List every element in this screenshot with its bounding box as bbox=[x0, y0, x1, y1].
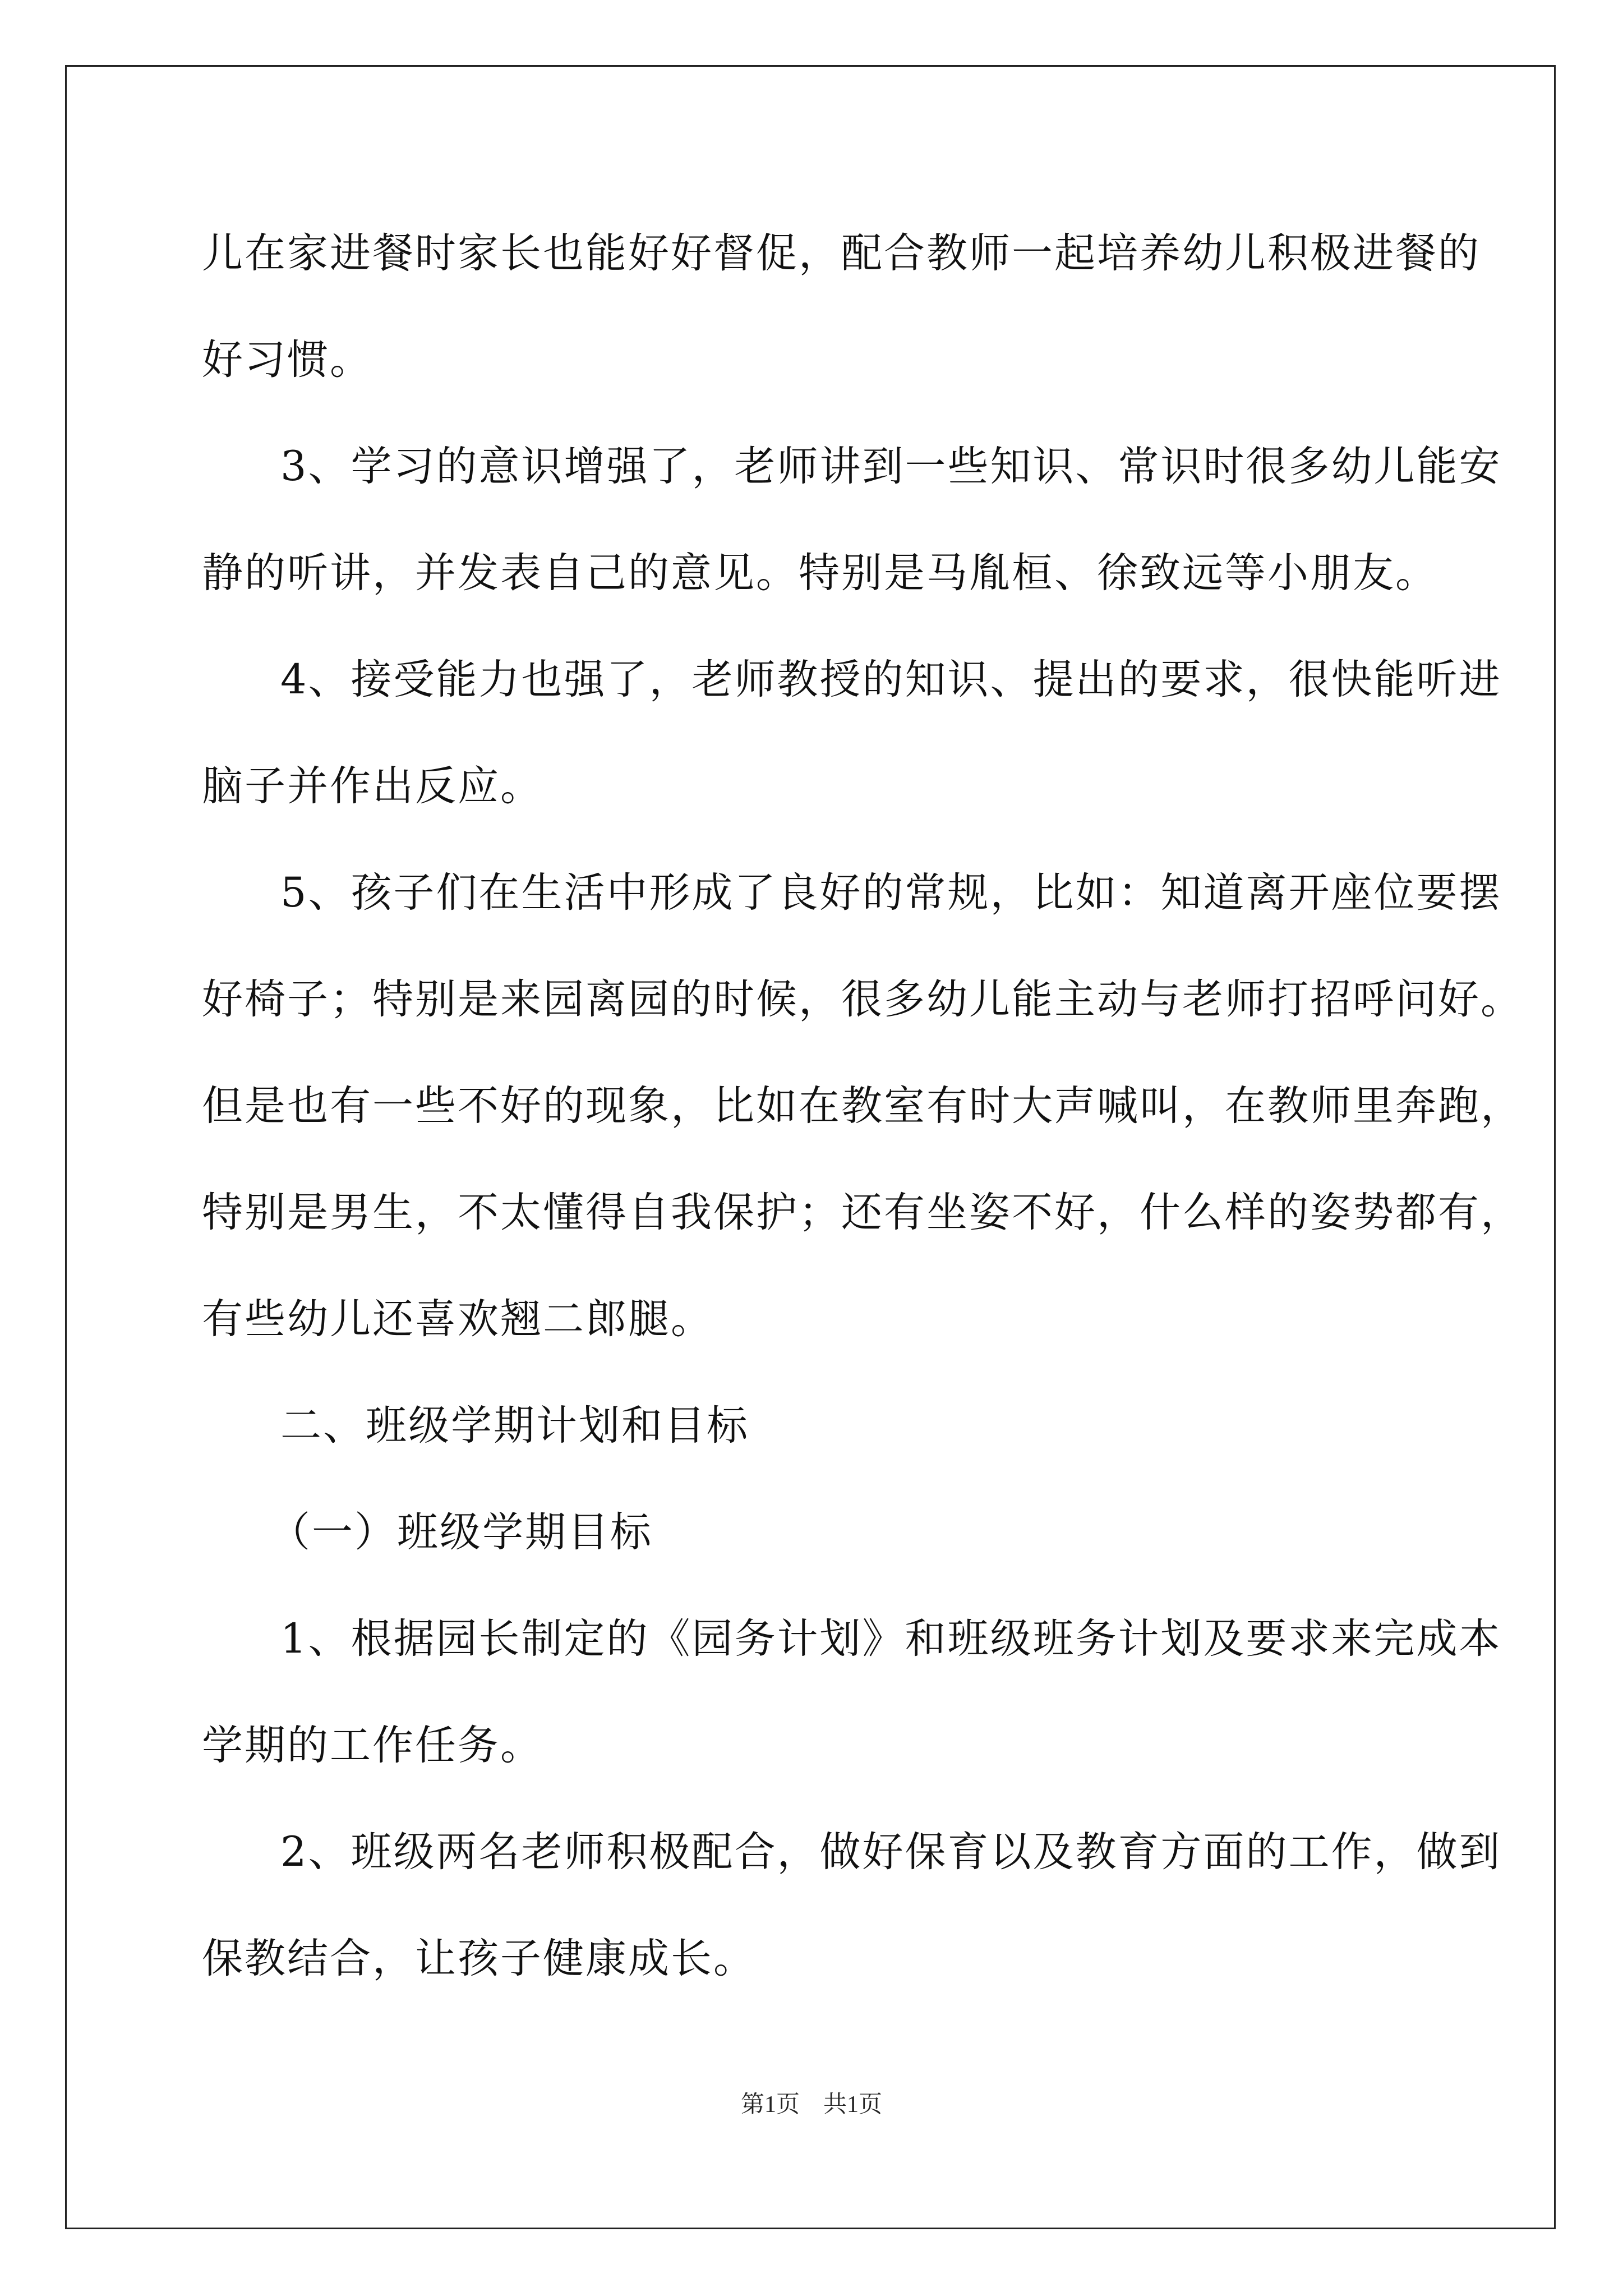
paragraph-line: 儿在家进餐时家长也能好好督促，配合教师一起培养幼儿积极进餐的 bbox=[202, 229, 1481, 277]
page-footer: 第1页 共1页 bbox=[740, 2092, 882, 2118]
paragraph-line: 5、孩子们在生活中形成了良好的常规，比如：知道离开座位要摆 bbox=[280, 869, 1502, 917]
paragraph-line: 2、班级两名老师积极配合，做好保育以及教育方面的工作，做到 bbox=[280, 1828, 1502, 1876]
paragraph-line: 3、学习的意识增强了，老师讲到一些知识、常识时很多幼儿能安 bbox=[280, 443, 1502, 490]
paragraph-line: 有些幼儿还喜欢翘二郎腿。 bbox=[202, 1295, 713, 1343]
paragraph-line: 脑子并作出反应。 bbox=[202, 762, 543, 810]
paragraph-line: 特别是男生，不太懂得自我保护；还有坐姿不好，什么样的姿势都有， bbox=[202, 1189, 1523, 1236]
paragraph-line: 保教结合，让孩子健康成长。 bbox=[202, 1935, 756, 1982]
subsection-heading: （一）班级学期目标 bbox=[269, 1508, 653, 1556]
paragraph-line: 1、根据园长制定的《园务计划》和班级班务计划及要求来完成本 bbox=[280, 1615, 1502, 1663]
paragraph-line: 学期的工作任务。 bbox=[202, 1722, 543, 1769]
paragraph-line: 好习惯。 bbox=[202, 336, 372, 384]
paragraph-line: 4、接受能力也强了，老师教授的知识、提出的要求，很快能听进 bbox=[280, 656, 1502, 703]
paragraph-line: 静的听讲，并发表自己的意见。特别是马胤桓、徐致远等小朋友。 bbox=[202, 549, 1438, 597]
page-border bbox=[65, 65, 1556, 2229]
paragraph-line: 好椅子；特别是来园离园的时候，很多幼儿能主动与老师打招呼问好。 bbox=[202, 976, 1523, 1023]
section-heading: 二、班级学期计划和目标 bbox=[280, 1402, 749, 1450]
paragraph-line: 但是也有一些不好的现象，比如在教室有时大声喊叫，在教师里奔跑， bbox=[202, 1082, 1523, 1130]
